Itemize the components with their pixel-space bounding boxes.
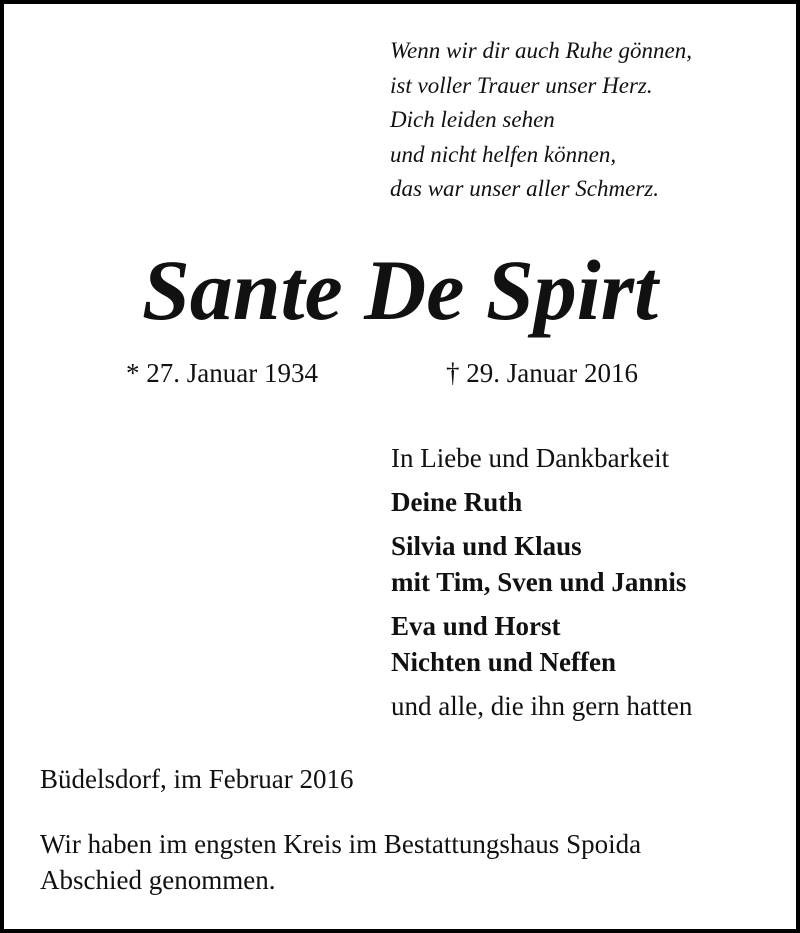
- mourners-closing: und alle, die ihn gern hatten: [391, 691, 693, 721]
- deceased-name: Sante De Spirt: [141, 242, 659, 338]
- mourner-name: Eva und Horst: [391, 611, 561, 641]
- mourners-list: [391, 440, 692, 724]
- mourner-group: [391, 484, 692, 520]
- mourner-name: Nichten und Neffen: [391, 647, 617, 677]
- farewell-note-line: Wir haben im engsten Kreis im Bestattungshaus Spoida: [40, 829, 642, 859]
- poem-line: das war unser aller Schmerz.: [390, 176, 659, 201]
- mourner-name: mit Tim, Sven und Jannis: [391, 567, 687, 597]
- place-and-date: Büdelsdorf, im Februar 2016: [40, 764, 354, 794]
- poem-line: ist voller Trauer unser Herz.: [390, 72, 653, 98]
- poem-line: Dich leiden sehen: [390, 107, 555, 132]
- mourner-name: Deine Ruth: [391, 487, 523, 517]
- farewell-note-line: Abschied genommen.: [40, 865, 276, 895]
- poem-line: Wenn wir dir auch Ruhe gönnen,: [390, 38, 692, 63]
- mourners-intro: In Liebe und Dankbarkeit: [391, 443, 670, 473]
- death-date: † 29. Januar 2016: [446, 358, 638, 388]
- birth-date: * 27. Januar 1934: [126, 358, 318, 388]
- farewell-note: [40, 826, 641, 898]
- mourner-group: [391, 528, 692, 600]
- mourner-group: [391, 608, 692, 680]
- poem-line: und nicht helfen können,: [390, 141, 617, 167]
- memorial-poem: [390, 34, 692, 207]
- mourner-name: Silvia und Klaus: [391, 531, 582, 561]
